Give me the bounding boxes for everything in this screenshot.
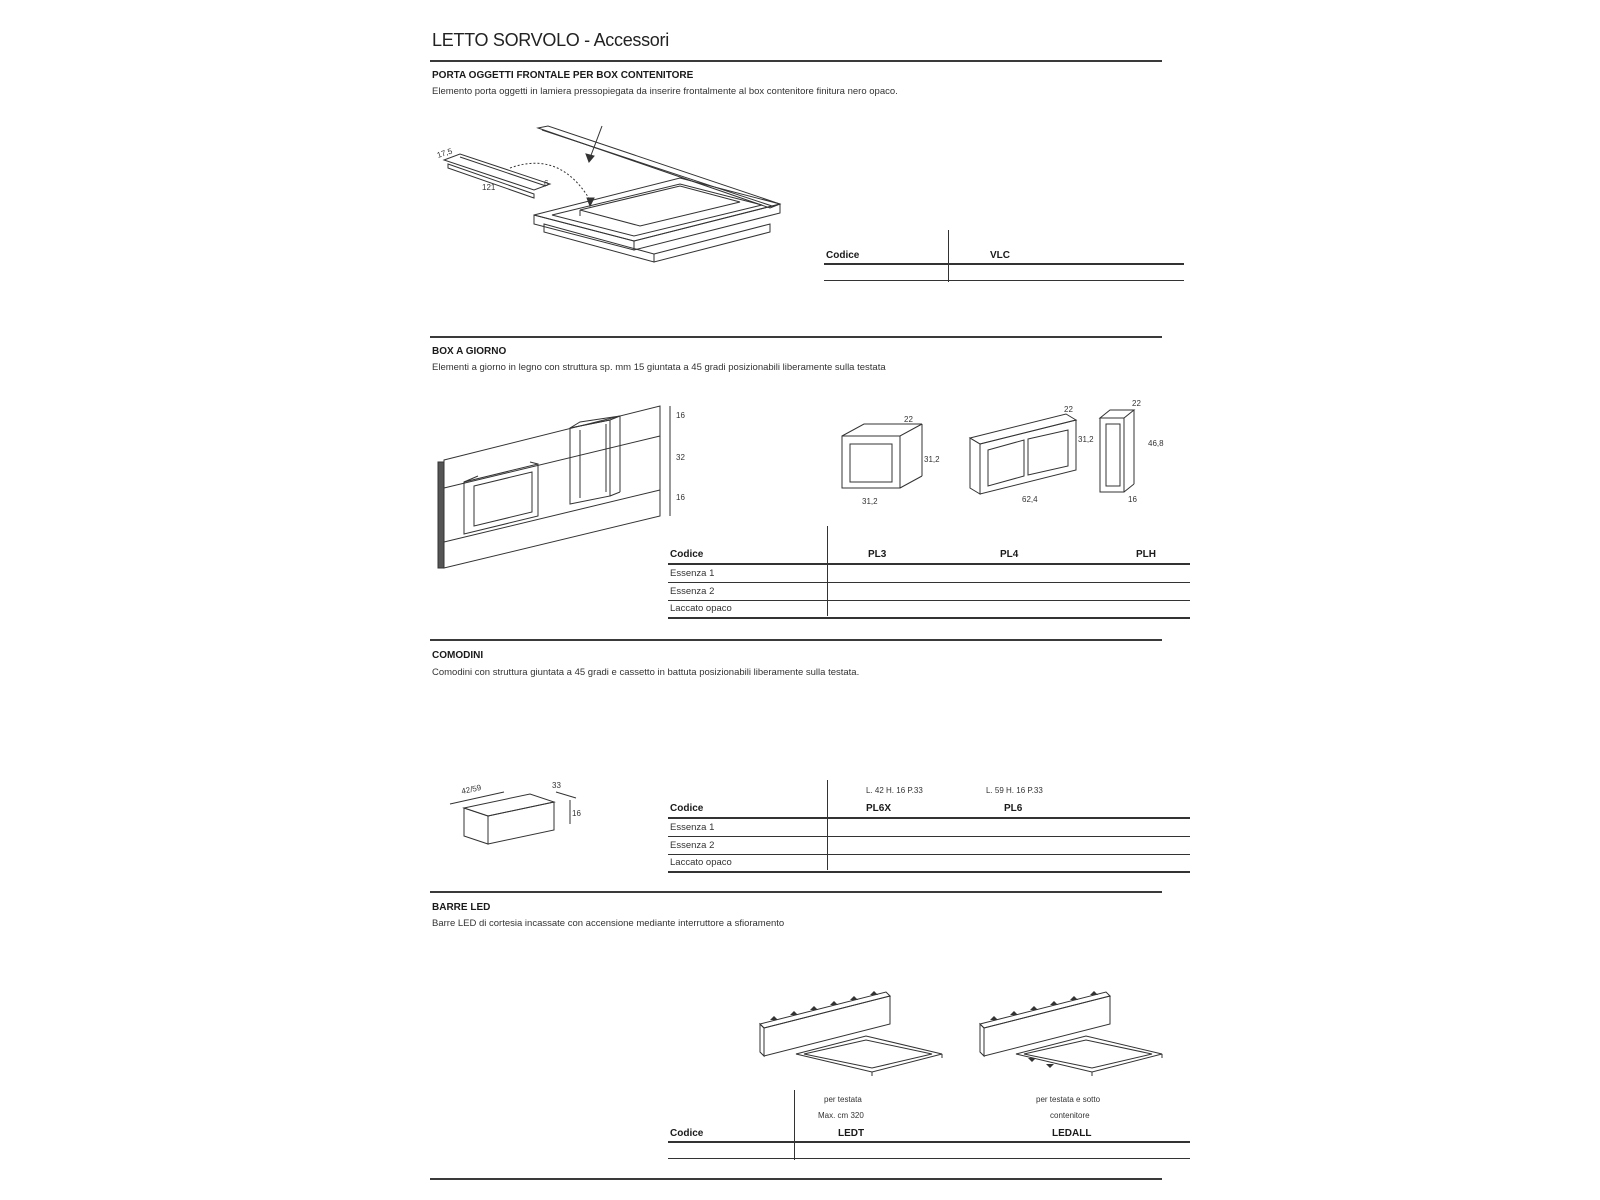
box-row-laccato: Laccato opaco [670,603,732,614]
box-table-label: Codice [670,549,704,560]
comodini-code-pl6x: PL6X [866,803,892,814]
comodino-dim-height: 16 [572,809,581,818]
led-all-drawing [976,984,1176,1076]
led-table-line-bottom [668,1158,1190,1159]
box-plh-drawing [1098,399,1178,504]
pl4-dim-height: 31,2 [1078,435,1094,444]
led-note-all-1: per testata e sotto [1036,1095,1101,1104]
comodini-table-header-line [668,817,1190,819]
box-code-pl3: PL3 [868,549,887,560]
plh-dim-depth: 22 [1132,399,1141,408]
box-row-essenza2: Essenza 2 [670,586,715,597]
comodini-size-pl6x: L. 42 H. 16 P.33 [866,786,923,795]
box-pl4-drawing [966,405,1096,504]
led-testata-drawing [756,984,956,1076]
comodino-drawing [444,781,594,854]
box-wall-dim-top: 16 [676,411,685,420]
porta-table-divider [948,230,949,282]
comodini-size-pl6: L. 59 H. 16 P.33 [986,786,1043,795]
pl3-dim-depth: 22 [904,415,913,424]
led-note-testata-1: per testata [824,1095,862,1104]
led-code-ledall: LEDALL [1052,1128,1092,1139]
section-desc-led: Barre LED di cortesia incassate con accensione mediante interruttore a sfioramento [432,918,785,929]
led-table-header-line [668,1141,1190,1143]
comodini-table-label: Codice [670,803,704,814]
comodini-row-essenza2: Essenza 2 [670,840,715,851]
comodini-table-divider [827,780,828,870]
section-title-comodini: COMODINI [432,650,484,661]
porta-table-line [824,263,1184,265]
comodini-table-line-1 [668,836,1190,837]
section-desc-comodini: Comodini con struttura giuntata a 45 gradi e cassetto in battuta posizionabili liberamente sulla testata. [432,667,860,678]
porta-dim-length: 121 [482,183,496,192]
comodini-table-line-bottom [668,871,1190,873]
pl4-dim-depth: 22 [1064,405,1073,414]
box-table-header-line [668,563,1190,565]
section-title-porta: PORTA OGGETTI FRONTALE PER BOX CONTENITORE [432,70,694,81]
comodini-code-pl6: PL6 [1004,803,1023,814]
box-code-plh: PLH [1136,549,1156,560]
comodini-table-line-2 [668,854,1190,855]
porta-dim-depth: 17,5 [435,146,454,160]
box-code-pl4: PL4 [1000,549,1019,560]
porta-oggetti-drawing [430,120,790,270]
comodini-row-essenza1: Essenza 1 [670,822,715,833]
pl3-dim-height: 31,2 [924,455,940,464]
box-wall-dim-bottom: 16 [676,493,685,502]
comodino-dim-width: 42/59 [460,782,483,796]
section-divider-led [430,891,1162,893]
pl3-dim-width: 31,2 [862,497,878,506]
page-bottom-divider [430,1178,1162,1180]
led-note-all-2: contenitore [1050,1111,1090,1120]
led-table-divider [794,1090,795,1160]
plh-dim-width: 16 [1128,495,1137,504]
box-wall-drawing [430,400,690,580]
box-table-divider [827,526,828,616]
section-desc-box: Elementi a giorno in legno con struttura sp. mm 15 giuntata a 45 gradi posizionabili liberamente sulla testata [432,362,886,373]
section-title-led: BARRE LED [432,902,491,913]
section-divider-box [430,336,1162,338]
box-row-essenza1: Essenza 1 [670,568,715,579]
box-table-line-1 [668,582,1190,583]
porta-table-line-bottom [824,280,1184,281]
section-title-box: BOX A GIORNO [432,346,507,357]
box-table-line-2 [668,600,1190,601]
plh-dim-height: 46,8 [1148,439,1164,448]
comodini-row-laccato: Laccato opaco [670,857,732,868]
box-wall-dim-mid: 32 [676,453,685,462]
porta-dim-height: 6 [544,179,549,188]
led-table-label: Codice [670,1128,704,1139]
led-code-ledt: LEDT [838,1128,865,1139]
comodino-dim-depth: 33 [552,781,561,790]
title-divider [430,60,1162,62]
section-desc-porta: Elemento porta oggetti in lamiera pressopiegata da inserire frontalmente al box contenitore finitura nero opaco. [432,86,898,97]
led-note-testata-2: Max. cm 320 [818,1111,864,1120]
porta-table-label: Codice [826,250,860,261]
porta-table-code: VLC [990,250,1010,261]
box-table-line-bottom [668,617,1190,619]
page-title: LETTO SORVOLO - Accessori [432,30,669,50]
section-divider-comodini [430,639,1162,641]
box-pl3-drawing [838,415,940,508]
pl4-dim-width: 62,4 [1022,495,1038,504]
